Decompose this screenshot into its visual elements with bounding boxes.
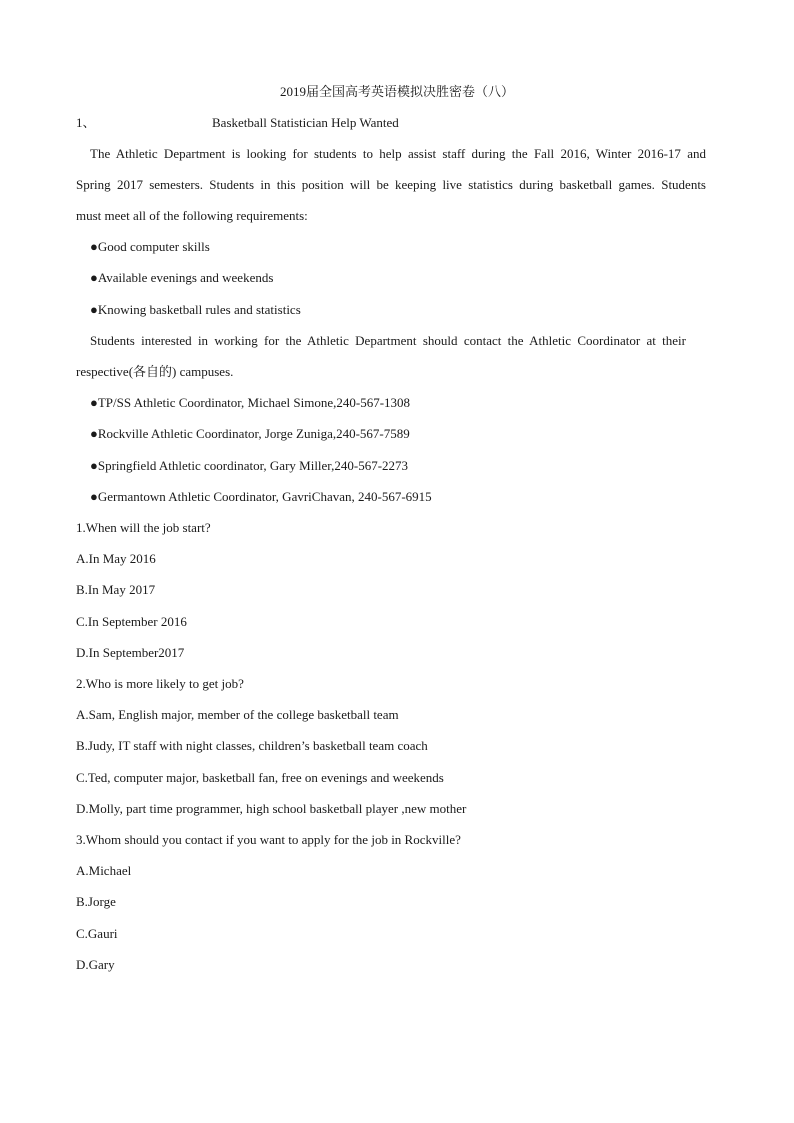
requirement-item: ●Available evenings and weekends	[90, 270, 274, 285]
question-option: D.Gary	[76, 957, 115, 972]
exam-title: 2019届全国高考英语模拟决胜密卷（八）	[279, 84, 514, 99]
passage-number: 1、	[76, 115, 96, 130]
question-option: C.Gauri	[76, 926, 118, 941]
question-option: A.Michael	[76, 863, 132, 878]
paragraph-line: The Athletic Department is looking for students to help assist staff during the Fall 2016, Winter 2016-17 and	[90, 146, 706, 161]
contact-item: ●TP/SS Athletic Coordinator, Michael Simone,240-567-1308	[90, 395, 411, 410]
requirement-item: ●Good computer skills	[90, 239, 210, 254]
question-option: A.Sam, English major, member of the college basketball team	[76, 707, 399, 722]
question-option: B.Jorge	[76, 894, 116, 909]
paragraph-line: Students interested in working for the Athletic Department should contact the Athletic Coordinator at their	[90, 333, 686, 348]
paragraph-line: must meet all of the following requirements:	[76, 208, 308, 223]
question-stem: 3.Whom should you contact if you want to apply for the job in Rockville?	[76, 832, 461, 847]
contact-item: ●Germantown Athletic Coordinator, GavriChavan, 240-567-6915	[90, 489, 432, 504]
contact-item: ●Rockville Athletic Coordinator, Jorge Zuniga,240-567-7589	[90, 426, 410, 441]
requirement-item: ●Knowing basketball rules and statistics	[90, 302, 301, 317]
question-option: D.In September2017	[76, 645, 185, 660]
question-stem: 2.Who is more likely to get job?	[76, 676, 244, 691]
question-option: A.In May 2016	[76, 551, 156, 566]
paragraph-line: respective(各自的) campuses.	[76, 364, 234, 379]
question-option: C.Ted, computer major, basketball fan, free on evenings and weekends	[76, 770, 444, 785]
question-option: B.In May 2017	[76, 582, 156, 597]
question-option: D.Molly, part time programmer, high school basketball player ,new mother	[76, 801, 467, 816]
paragraph-line: Spring 2017 semesters. Students in this position will be keeping live statistics during basketball games. Students	[76, 177, 706, 192]
question-stem: 1.When will the job start?	[76, 520, 211, 535]
contact-item: ●Springfield Athletic coordinator, Gary Miller,240-567-2273	[90, 458, 409, 473]
question-option: B.Judy, IT staff with night classes, children’s basketball team coach	[76, 738, 428, 753]
question-option: C.In September 2016	[76, 614, 187, 629]
passage-heading: Basketball Statistician Help Wanted	[212, 115, 399, 130]
